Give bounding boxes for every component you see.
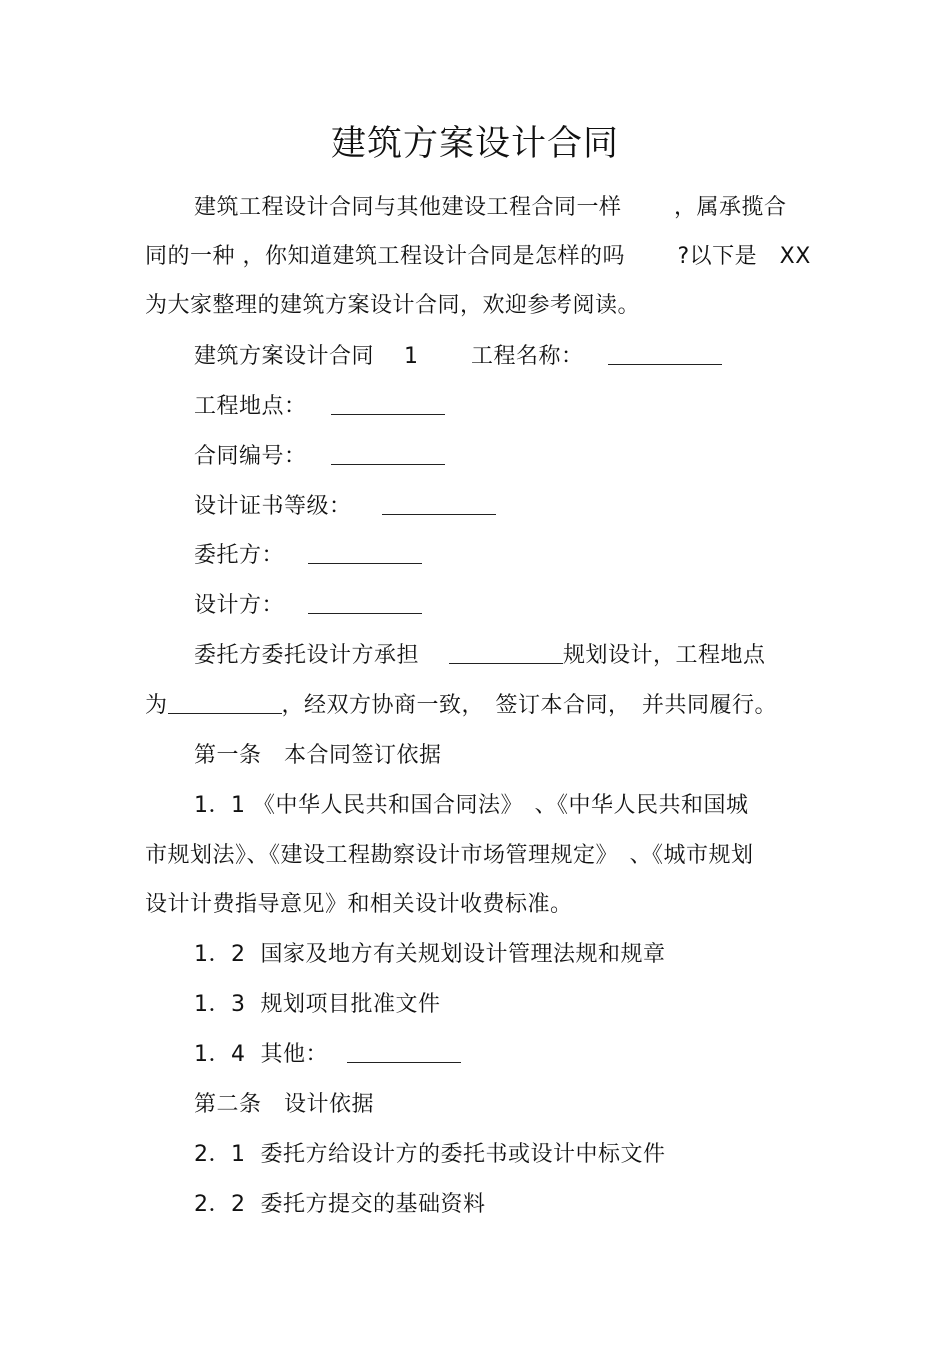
blank-line [608, 342, 722, 365]
article-1-item-4 [194, 1039, 461, 1071]
commission-text-a: 为 [145, 693, 168, 718]
article-1-item-2: 1．2 国家及地方有关规划设计管理法规和规章 [194, 942, 666, 967]
item-label: 1．4 其他： [194, 1042, 336, 1067]
blank-line [168, 691, 282, 714]
page-title: 建筑方案设计合同 [330, 124, 619, 164]
blank-line [382, 492, 496, 515]
field-label: 设计方： [194, 593, 285, 618]
article-2-item-2: 2．2 委托方提交的基础资料 [194, 1192, 486, 1217]
field-client [194, 540, 422, 572]
article-1-heading: 第一条 本合同签订依据 [194, 743, 442, 768]
blank-line [331, 442, 445, 465]
field-contract-no [194, 441, 445, 473]
intro-line-1: 建筑工程设计合同与其他建设工程合同一样 ，属承揽合 [194, 195, 787, 220]
article-2-item-1: 2．1 委托方给设计方的委托书或设计中标文件 [194, 1142, 666, 1167]
field-label: 建筑方案设计合同 1 工程名称： [194, 344, 584, 369]
commission-text-b: 规划设计，工程地点 [563, 643, 766, 668]
article-1-item-1-line-2: 市规划法》、《建设工程勘察设计市场管理规定》 、《城市规划 [145, 843, 754, 868]
commission-line-2 [145, 690, 777, 722]
field-project-name [194, 341, 722, 373]
article-2-heading: 第二条 设计依据 [194, 1092, 375, 1117]
article-1-item-1-line-1: 1．1 《中华人民共和国合同法》 、《中华人民共和国城 [194, 793, 749, 818]
commission-line-1 [194, 640, 766, 672]
field-label: 设计证书等级： [194, 494, 352, 519]
intro-line-2: 同的一种 ，你知道建筑工程设计合同是怎样的吗 ?以下是 XX [145, 244, 811, 269]
article-1-item-1-line-3: 设计计费指导意见》和相关设计收费标准。 [145, 892, 573, 917]
commission-text-a: 委托方委托设计方承担 [194, 643, 449, 668]
field-label: 合同编号： [194, 444, 307, 469]
intro-line-3: 为大家整理的建筑方案设计合同，欢迎参考阅读。 [145, 293, 641, 318]
field-label: 委托方： [194, 543, 285, 568]
field-location [194, 391, 445, 423]
blank-line [347, 1040, 461, 1063]
blank-line [331, 392, 445, 415]
field-label: 工程地点： [194, 394, 307, 419]
blank-line [308, 541, 422, 564]
blank-line [449, 641, 563, 664]
article-1-item-3: 1．3 规划项目批准文件 [194, 992, 441, 1017]
blank-line [308, 591, 422, 614]
field-designer [194, 590, 422, 622]
commission-text-b: ，经双方协商一致， 签订本合同， 并共同履行。 [281, 693, 778, 718]
field-cert-level [194, 491, 496, 523]
